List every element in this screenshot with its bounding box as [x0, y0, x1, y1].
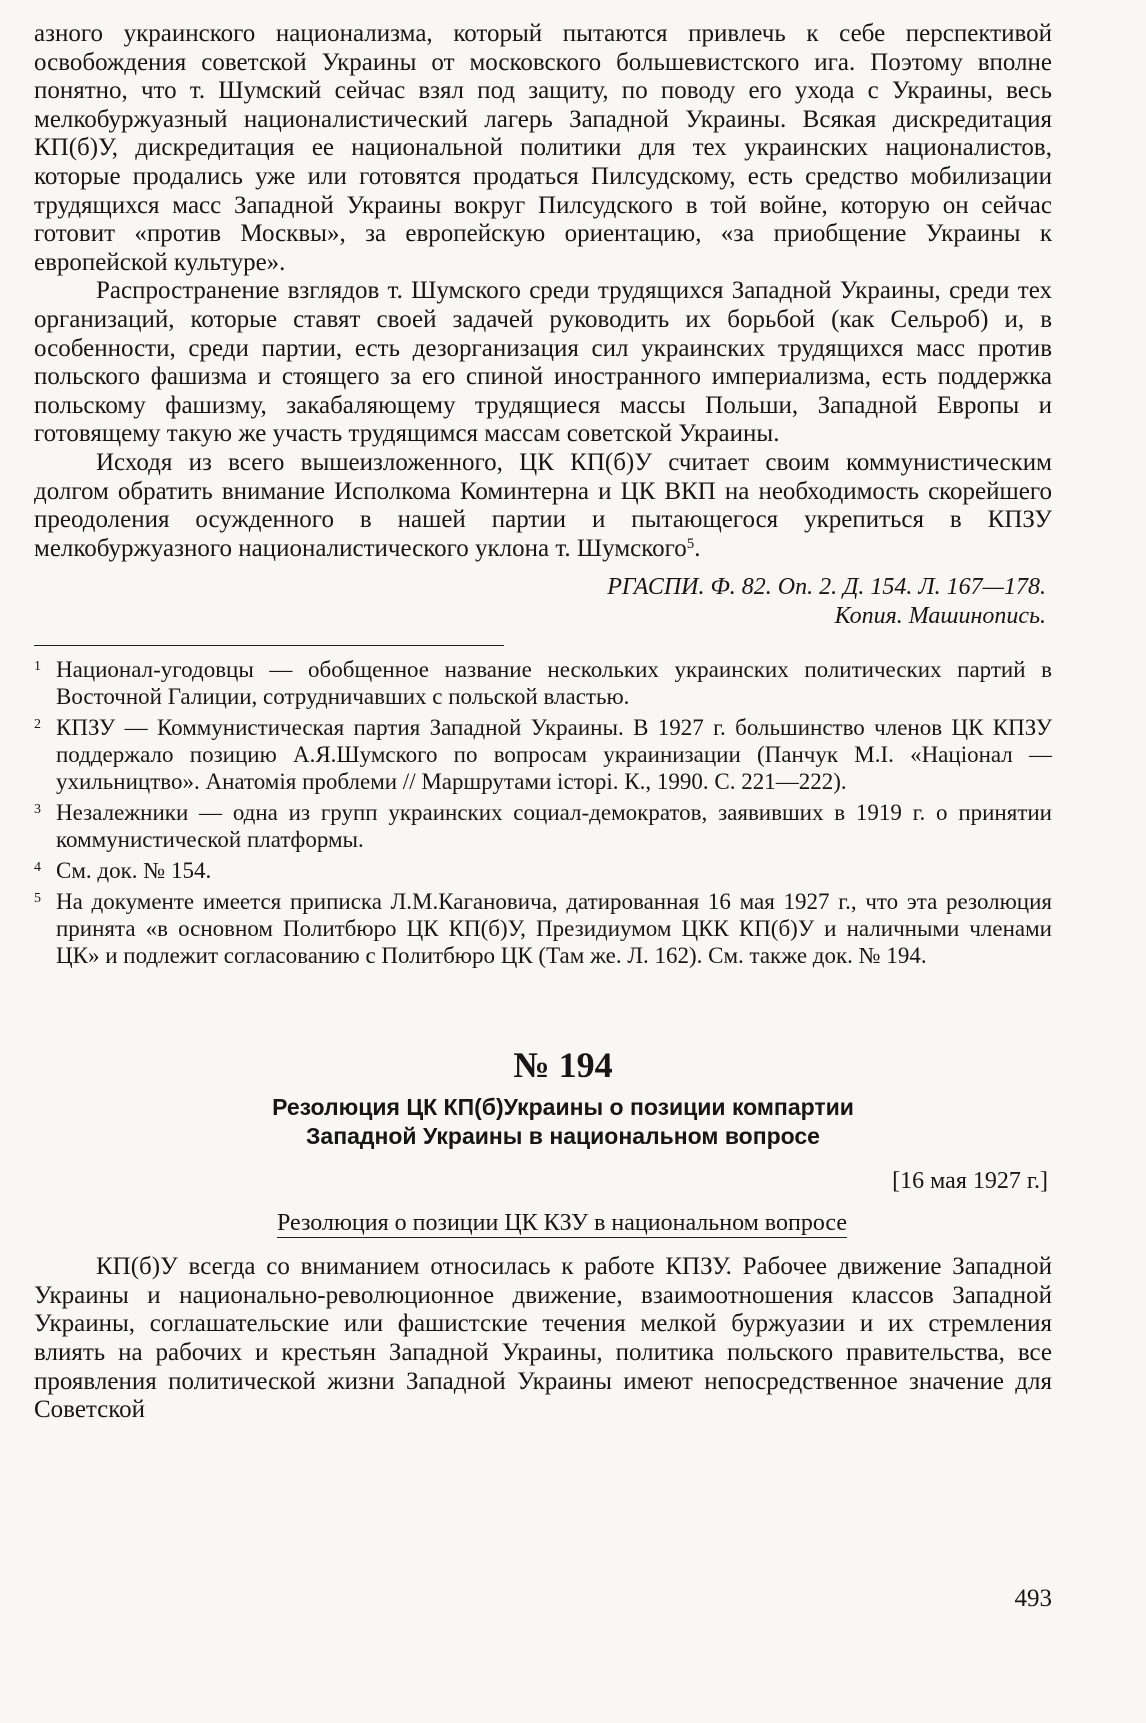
footnote-text: На документе имеется приписка Л.М.Кагановича, датированная 16 мая 1927 г., что эта резолюция принята «в основном Политбюро ЦК КП(б)У, Президиумом ЦКК КП(б)У и наличными членами ЦК» и подлежит согласованию с Политбюро ЦК (Там же. Л. 162). См. также док. № 194. — [56, 889, 1052, 969]
page-number: 493 — [1014, 1585, 1052, 1612]
document-title-line-1: Резолюция ЦК КП(б)Украины о позиции компартии — [272, 1094, 854, 1121]
paragraph-1: азного украинского национализма, который пытаются привлечь к себе перспективой освобождения советской Украины от московского большевистского ига. Поэтому вполне понятно, что т. Шумский сейчас взял под защиту, по поводу его ухода с Украины, весь мелкобуржуазный националистический лагерь Западной Украины. Всякая дискредитация КП(б)У, дискредитация ее национальной политики для тех украинских националистов, которые продались уже или готовятся продаться Пилсудскому, есть средство мобилизации трудящихся масс Западной Украины вокруг Пилсудского в той войне, которую он сейчас готовит «против Москвы», за европейскую ориентацию, «за приобщение Украины к европейской культуре». — [34, 20, 1052, 276]
footnote-text: Незалежники — одна из групп украинских социал-демократов, заявивших в 1919 г. о принятии коммунистической платформы. — [56, 800, 1052, 853]
footnote-2 — [34, 714, 1052, 795]
footnote-number: 3 — [34, 802, 41, 818]
archive-source — [34, 573, 1052, 631]
footnote-1 — [34, 656, 1052, 710]
document-page — [34, 20, 1052, 1680]
footnote-number: 4 — [34, 860, 41, 876]
footnote-number: 1 — [34, 659, 41, 675]
footnote-5 — [34, 888, 1052, 969]
footnote-text: КПЗУ — Коммунистическая партия Западной Украины. В 1927 г. большинство членов ЦК КПЗУ поддержало позицию А.Я.Шумского по вопросам украинизации (Панчук М.І. «Націонал — ухильництво». Анатомія проблеми // Маршрутами історі. К., 1990. С. 221—222). — [56, 715, 1052, 795]
section-heading-text: Резолюция о позиции ЦК КЗУ в национальном вопросе — [276, 1210, 848, 1237]
footnote-divider — [34, 645, 504, 646]
footnote-number: 2 — [34, 717, 41, 733]
footnote-4 — [34, 857, 1052, 884]
paragraph-2: Распространение взглядов т. Шумского среди трудящихся Западной Украины, среди тех организаций, которые ставят своей задачей руководить их борьбой (как Сельроб) и, в особенности, среди партии, есть дезорганизация сил украинских трудящихся масс против польского фашизма и стоящего за его спиной иностранного империализма, есть поддержка польскому фашизму, закабаляющему трудящиеся массы Польши, Западной Европы и готовящему такую же участь трудящимся массам советской Украины. — [34, 277, 1052, 448]
paragraph-3 — [34, 449, 1052, 563]
document-title — [34, 1093, 1052, 1151]
footnote-text: См. док. № 154. — [56, 858, 212, 884]
footnotes — [34, 656, 1052, 969]
paragraph-3-end: . — [694, 534, 701, 562]
archive-reference: РГАСПИ. Ф. 82. Оп. 2. Д. 154. Л. 167—178. — [607, 574, 1046, 601]
document-body: КП(б)У всегда со вниманием относилась к работе КПЗУ. Рабочее движение Западной Украины и национально-революционное движение, взаимоотношения классов Западной Украины, соглашательские или фашистские течения мелкой буржуазии и их стремления влиять на рабочих и крестьян Западной Украины, политика польского правительства, все проявления политической жизни Западной Украины имеют непосредственное значение для Советской — [34, 1253, 1052, 1424]
footnote-ref-5: 5 — [686, 535, 695, 552]
main-text — [34, 20, 1052, 563]
paragraph-3-text: Исходя из всего вышеизложенного, ЦК КП(б)У считает своим коммунистическим долгом обратить внимание Исполкома Коминтерна и ЦК ВКП на необходимость скорейшего преодоления осужденного в нашей партии и пытающегося укрепиться в КПЗУ мелкобуржуазного националистического уклона т. Шумского — [34, 448, 1052, 562]
document-title-line-2: Западной Украины в национальном вопросе — [306, 1123, 820, 1150]
footnote-number: 5 — [34, 891, 41, 907]
footnote-3 — [34, 799, 1052, 853]
copy-type: Копия. Машинопись. — [834, 603, 1046, 630]
footnote-text: Национал-угодовцы — обобщенное название нескольких украинских политических партий в Восточной Галиции, сотрудничавших с польской властью. — [56, 657, 1052, 710]
document-number: № 194 — [513, 1045, 613, 1086]
document-date: [16 мая 1927 г.] — [892, 1168, 1048, 1195]
section-heading — [34, 1209, 1052, 1237]
